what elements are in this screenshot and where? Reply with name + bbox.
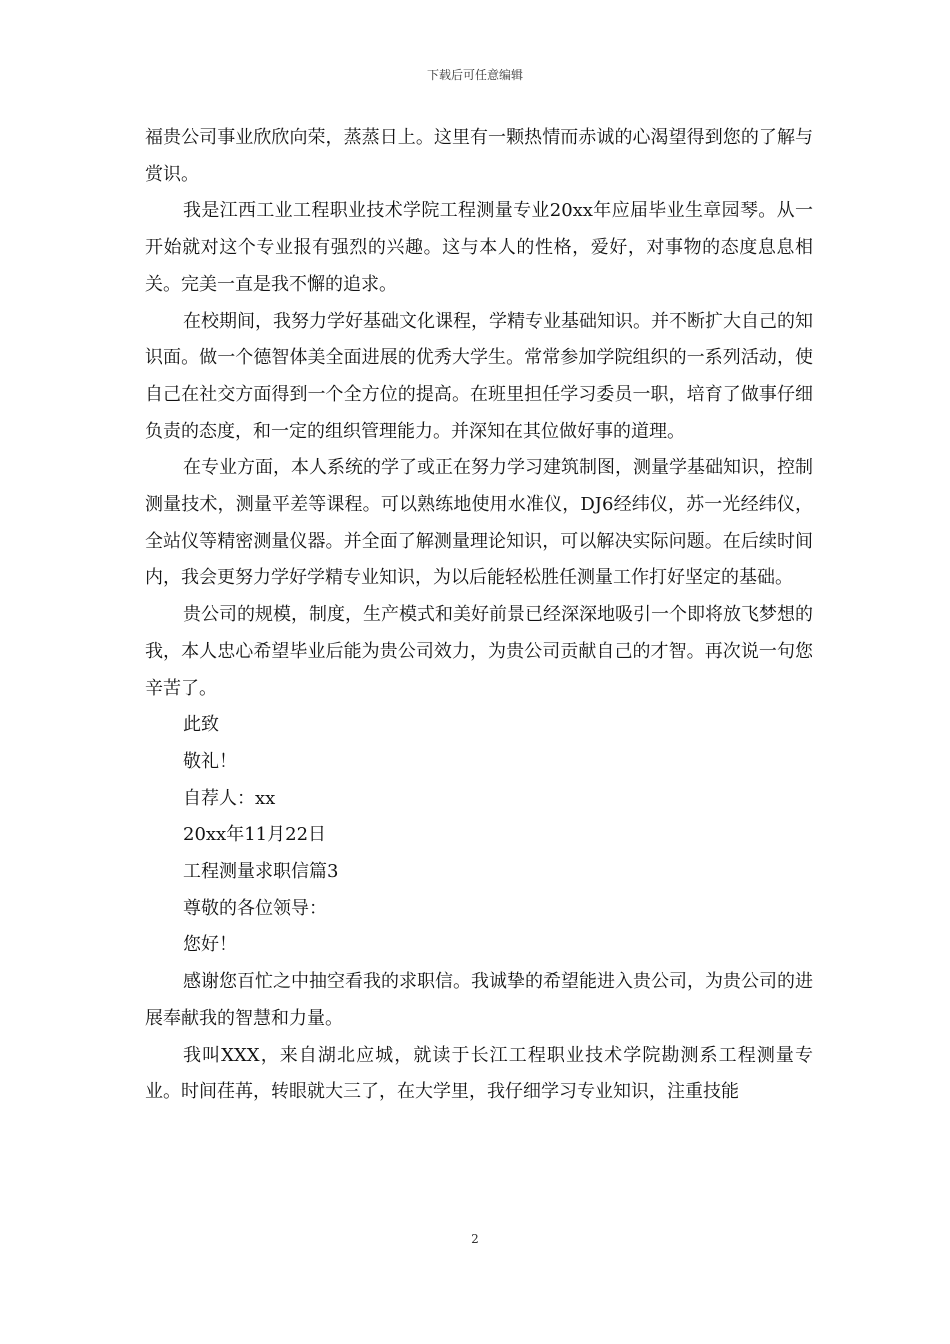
paragraph: 我是江西工业工程职业技术学院工程测量专业20xx年应届毕业生章园琴。从一开始就对这个专业报有强烈的兴趣。这与本人的性格，爱好，对事物的态度息息相关。完美一直是我不懈的追求。 bbox=[145, 200, 813, 295]
paragraph: 在校期间，我努力学好基础文化课程，学精专业基础知识。并不断扩大自己的知识面。做一个德智体美全面进展的优秀大学生。常常参加学院组织的一系列活动，使自己在社交方面得到一个全方位的提高。在班里担任学习委员一职，培育了做事仔细负责的态度，和一定的组织管理能力。并深知在其位做好事的道理。 bbox=[145, 310, 813, 442]
document-body bbox=[145, 120, 813, 1111]
paragraph: 感谢您百忙之中抽空看我的求职信。我诚挚的希望能进入贵公司，为贵公司的进展奉献我的智慧和力量。 bbox=[145, 971, 813, 1029]
paragraph: 福贵公司事业欣欣向荣，蒸蒸日上。这里有一颗热情而赤诚的心渴望得到您的了解与赏识。 bbox=[145, 127, 813, 185]
paragraph: 我叫XXX，来自湖北应城，就读于长江工程职业技术学院勘测系工程测量专业。时间荏苒，转眼就大三了，在大学里，我仔细学习专业知识，注重技能 bbox=[145, 1044, 813, 1103]
paragraph: 在专业方面，本人系统的学了或正在努力学习建筑制图，测量学基础知识，控制测量技术，测量平差等课程。可以熟练地使用水准仪，DJ6经纬仪，苏一光经纬仪，全站仪等精密测量仪器。并全面了解测量理论知识，可以解决实际问题。在后续时间内，我会更努力学好学精专业知识，为以后能轻松胜任测量工作打好坚定的基础。 bbox=[145, 457, 813, 589]
page-header: 下载后可任意编辑 bbox=[426, 68, 523, 82]
page-number: 2 bbox=[471, 1232, 479, 1246]
date-line: 20xx年11月22日 bbox=[183, 824, 327, 846]
section-title: 工程测量求职信篇3 bbox=[183, 861, 339, 883]
paragraph: 贵公司的规模，制度，生产模式和美好前景已经深深地吸引一个即将放飞梦想的我，本人忠心希望毕业后能为贵公司效力，为贵公司贡献自己的才智。再次说一句您辛苦了。 bbox=[145, 604, 813, 699]
signature-line: 自荐人：xx bbox=[183, 787, 276, 809]
closing-line: 敬礼！ bbox=[183, 750, 237, 772]
closing-line: 此致 bbox=[183, 714, 219, 736]
greeting: 您好！ bbox=[183, 934, 237, 956]
salutation: 尊敬的各位领导： bbox=[183, 897, 327, 919]
